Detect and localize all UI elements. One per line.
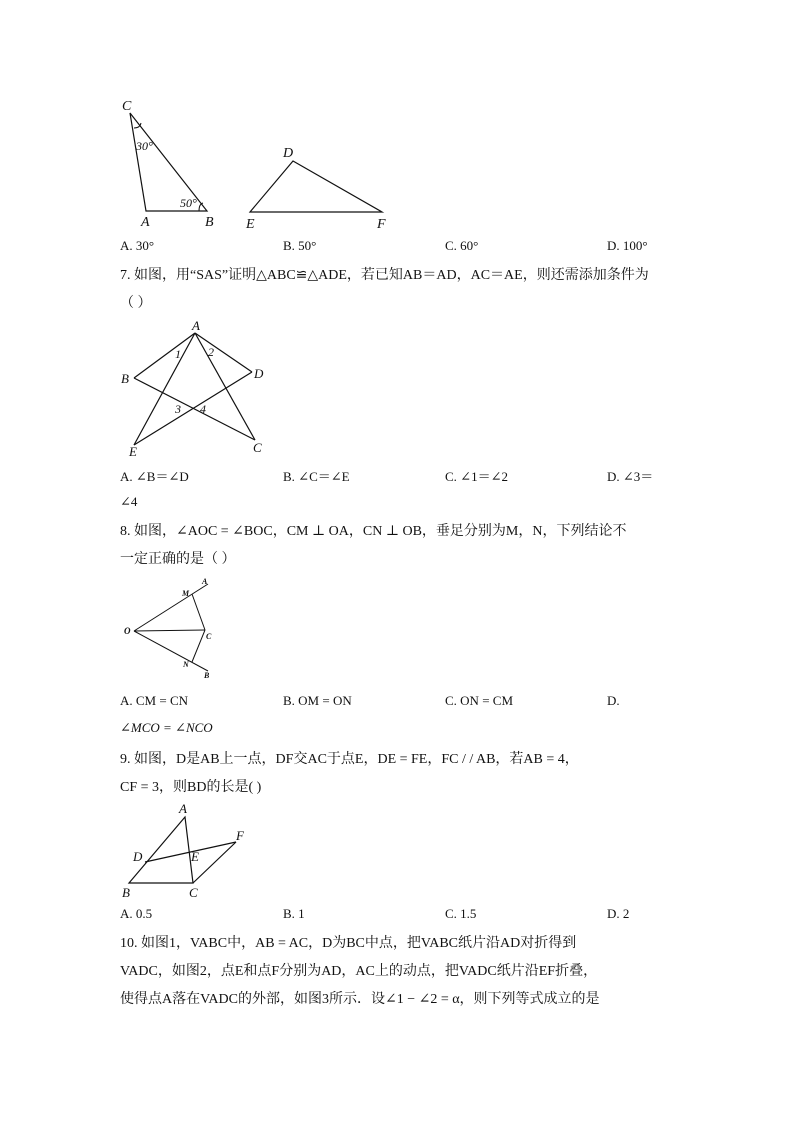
q7-option-c: C. ∠1＝∠2 (445, 469, 508, 484)
q7-angle-2: 2 (208, 345, 214, 359)
q9-label-b: B (122, 885, 130, 900)
q8-stem-line2: 一定正确的是（ ） (120, 552, 236, 567)
q8-label-m: M (182, 589, 190, 598)
q8-label-n: N (183, 660, 189, 669)
q8-stem-line1: 8. 如图，∠AOC = ∠BOC，CM ⊥ OA，CN ⊥ OB，垂足分别为M，N，下列结论不 (120, 524, 627, 539)
q8-label-c: C (206, 632, 212, 641)
label-b: B (205, 215, 214, 230)
q8-option-d-cont: ∠MCO = ∠NCO (120, 720, 213, 735)
q6-option-a: A. 30° (120, 238, 155, 253)
label-e: E (246, 217, 255, 232)
q7-angle-4: 4 (200, 402, 206, 416)
q8-option-d: D. (607, 693, 620, 708)
q7-option-b: B. ∠C＝∠E (283, 469, 350, 484)
q9-label-e: E (191, 849, 199, 864)
label-c: C (122, 99, 132, 114)
q8-label-a: A (202, 577, 208, 586)
q7-label-d: D (254, 366, 264, 381)
q7-label-e: E (129, 444, 137, 459)
q9-option-d: D. 2 (607, 906, 630, 921)
q7-angle-1: 1 (175, 347, 181, 361)
q6-option-c: C. 60° (445, 238, 479, 253)
q9-stem-line1: 9. 如图，D是AB上一点，DF交AC于点E，DE = FE，FC / / AB，若AB = 4， (120, 752, 579, 767)
angle-b-value: 50° (180, 196, 197, 210)
q6-option-d: D. 100° (607, 238, 648, 253)
q10-stem-line1: 10. 如图1，VABC中，AB = AC，D为BC中点，把VABC纸片沿AD对折得到 (120, 936, 577, 951)
q7-option-d-cont: ∠4 (120, 494, 138, 509)
q7-option-a: A. ∠B＝∠D (120, 469, 189, 484)
q9-option-a: A. 0.5 (120, 906, 153, 921)
q9-label-c: C (189, 885, 198, 900)
q9-label-f: F (236, 828, 244, 843)
label-a: A (141, 215, 150, 230)
q8-option-b: B. OM = ON (283, 693, 352, 708)
q9-option-c: C. 1.5 (445, 906, 477, 921)
q7-label-a: A (192, 318, 200, 333)
q7-option-d: D. ∠3＝ (607, 469, 654, 484)
q9-option-b: B. 1 (283, 906, 305, 921)
q10-stem-line3: 使得点A落在VADC的外部，如图3所示．设∠1 − ∠2 = α，则下列等式成立的是 (120, 992, 600, 1007)
label-d: D (283, 146, 294, 161)
label-f: F (377, 217, 386, 232)
q7-angle-3: 3 (175, 402, 181, 416)
q7-stem-line2: （ ） (120, 296, 152, 311)
q7-label-c: C (253, 440, 262, 455)
q7-label-b: B (121, 371, 129, 386)
q9-stem-line2: CF = 3，则BD的长是( ) (120, 780, 262, 795)
q6-option-b: B. 50° (283, 238, 317, 253)
q8-label-o: O (124, 626, 131, 636)
q8-label-b: B (204, 671, 210, 680)
q8-option-a: A. CM = CN (120, 693, 189, 708)
angle-c-value: 30° (136, 139, 153, 153)
q10-stem-line2: VADC，如图2，点E和点F分别为AD，AC上的动点，把VADC纸片沿EF折叠， (120, 964, 598, 979)
q9-label-a: A (179, 801, 187, 816)
q9-label-d: D (133, 849, 143, 864)
q8-option-c: C. ON = CM (445, 693, 514, 708)
q7-stem-line1: 7. 如图，用“SAS”证明△ABC≌△ADE，若已知AB＝AD，AC＝AE，则还需添加条件为 (120, 268, 649, 283)
